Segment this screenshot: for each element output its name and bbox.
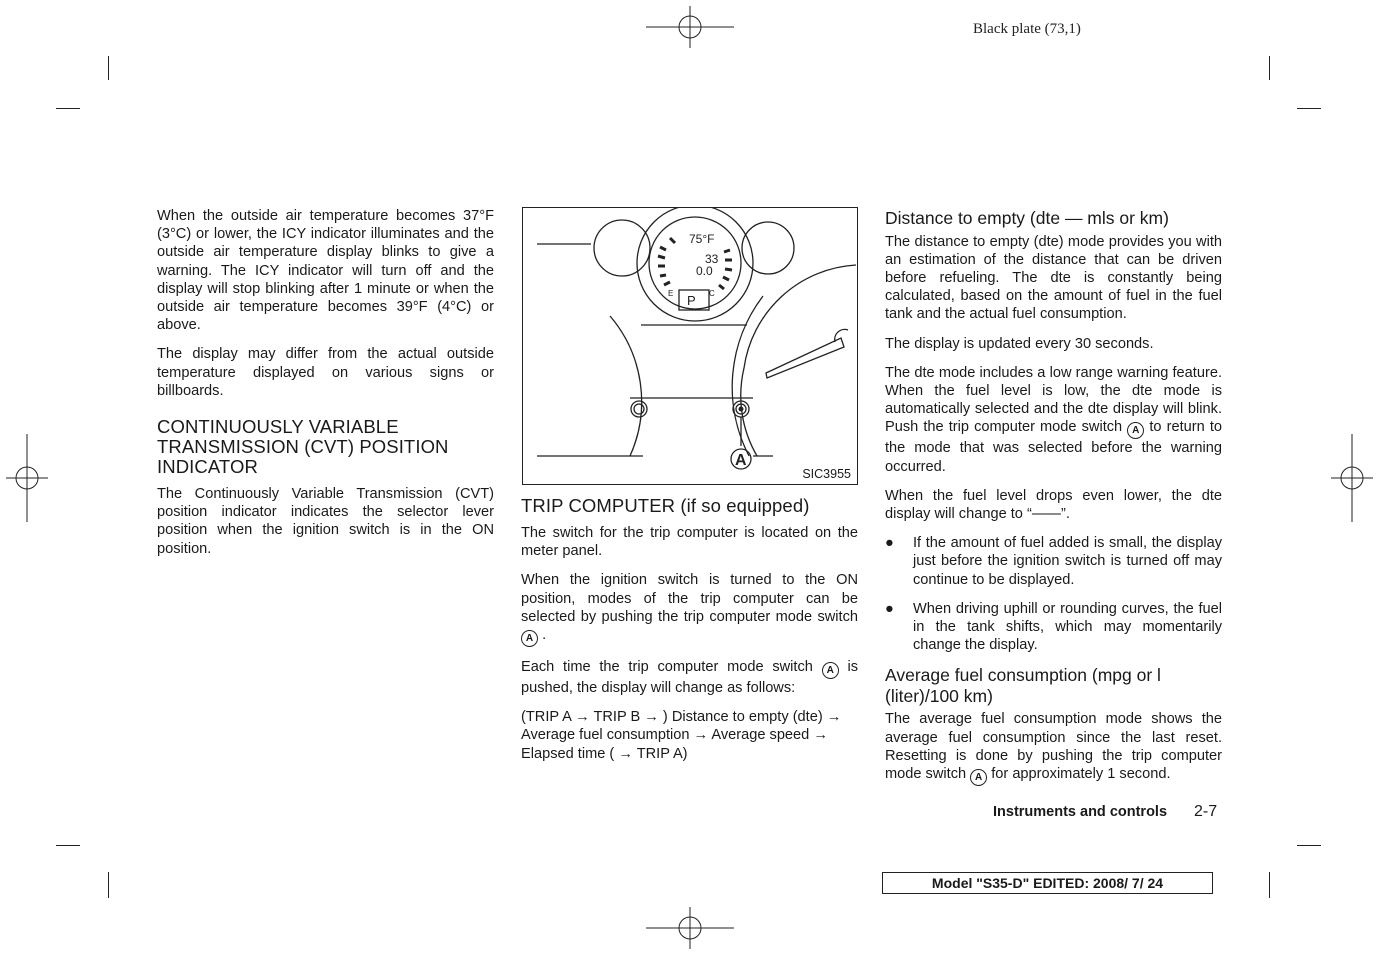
dte-heading: Distance to empty (dte — mls or km) bbox=[885, 208, 1169, 228]
bullet-icon: ● bbox=[885, 535, 894, 552]
model-edited-box: Model "S35-D" EDITED: 2008/ 7/ 24 bbox=[882, 872, 1213, 894]
dte-description: The distance to empty (dte) mode provides you with an estimation of the distance that can be driven before refueling. The dte is constantly being calculated, based on the amount of fuel in the fuel tank and the actual fuel consumption. bbox=[885, 233, 1222, 323]
display-change-paragraph bbox=[521, 658, 858, 697]
display-change-text-b: is pushed, the display will change as follows: bbox=[521, 659, 859, 697]
callout-a-label: A bbox=[735, 452, 747, 469]
list-item bbox=[885, 534, 1222, 589]
mode-sequence-paragraph: (TRIP A → TRIP B → ) Distance to empty (dte) → Average fuel consumption → Average speed → Elapsed time ( → TRIP A) bbox=[521, 709, 842, 762]
cvt-paragraph: The Continuously Variable Transmission (CVT) position indicator indicates the selector lever position when the ignition switch is in the ON position. bbox=[157, 486, 494, 557]
column-middle bbox=[521, 496, 858, 774]
dte-update-note: The display is updated every 30 seconds. bbox=[885, 335, 1154, 352]
column-right bbox=[885, 208, 1222, 797]
icy-warning-paragraph: When the outside air temperature becomes 37°F (3°C) or lower, the ICY indicator illuminates and the outside air temperature display blinks to give a warning. The ICY indicator will turn off and the display will stop blinking after 1 minute or when the outside air temperature becomes 39°F (4°C) or above. bbox=[157, 208, 494, 334]
plate-label: Black plate (73,1) bbox=[973, 21, 1081, 37]
switch-a-icon: A bbox=[521, 630, 538, 647]
trip-readout-top: 33 bbox=[705, 252, 719, 266]
trip-computer-heading: TRIP COMPUTER (if so equipped) bbox=[521, 495, 810, 516]
mode-selection-paragraph bbox=[521, 571, 858, 647]
gear-indicator: P bbox=[687, 293, 696, 308]
bullet-text: If the amount of fuel added is small, the display just before the ignition switch is turned off may continue to be displayed. bbox=[913, 535, 1222, 588]
trip-readout-bottom: 0.0 bbox=[696, 264, 713, 278]
display-difference-paragraph: The display may differ from the actual outside temperature displayed on various signs or billboards. bbox=[157, 346, 494, 399]
figure-code: SIC3955 bbox=[802, 467, 851, 481]
avg-fuel-text-b: for approximately 1 second. bbox=[991, 765, 1171, 782]
dte-low-range-text-b: to return to the mode that was selected before the warning occurred. bbox=[885, 419, 1222, 475]
dte-low-range-text-a: The dte mode includes a low range warning feature. When the fuel level is low, the dte mode is automatically selected and the dte display will blink. Push the trip computer mode switch bbox=[885, 364, 1222, 436]
mode-selection-text: When the ignition switch is turned to the ON position, modes of the trip computer can be selected by pushing the trip computer mode switch bbox=[521, 572, 858, 625]
column-left bbox=[157, 207, 494, 569]
dte-low-range-paragraph bbox=[885, 364, 1222, 476]
bullet-icon: ● bbox=[885, 600, 894, 617]
display-change-text-a: Each time the trip computer mode switch bbox=[521, 659, 813, 676]
meter-panel-figure bbox=[522, 207, 858, 485]
switch-location-paragraph: The switch for the trip computer is located on the meter panel. bbox=[521, 525, 858, 560]
avg-fuel-paragraph bbox=[885, 710, 1222, 786]
avg-fuel-text-a: The average fuel consumption mode shows the average fuel consumption since the last reset. Resetting is done by pushing the trip computer mode switch bbox=[885, 711, 1222, 782]
switch-a-icon: A bbox=[970, 769, 987, 786]
bullet-text: When driving uphill or rounding curves, the fuel in the tank shifts, which may momentarily change the display. bbox=[913, 600, 1222, 654]
list-item bbox=[885, 600, 1222, 655]
footer-section-title: Instruments and controls bbox=[993, 804, 1168, 820]
mode-selection-end: . bbox=[542, 627, 547, 644]
dte-dashes-paragraph: When the fuel level drops even lower, the dte display will change to “——”. bbox=[885, 487, 1222, 522]
temp-readout: 75°F bbox=[689, 232, 715, 246]
page-number: 2-7 bbox=[1194, 803, 1218, 820]
temp-cold-label: C bbox=[709, 289, 715, 298]
switch-a-icon: A bbox=[1127, 422, 1144, 439]
meter-panel-illustration bbox=[523, 208, 856, 483]
switch-a-icon: A bbox=[822, 662, 839, 679]
cvt-heading: CONTINUOUSLY VARIABLE TRANSMISSION (CVT) POSITION INDICATOR bbox=[157, 416, 449, 478]
fuel-empty-label: E bbox=[668, 289, 674, 298]
avg-fuel-heading: Average fuel consumption (mpg or l (liter)/100 km) bbox=[885, 665, 1161, 706]
